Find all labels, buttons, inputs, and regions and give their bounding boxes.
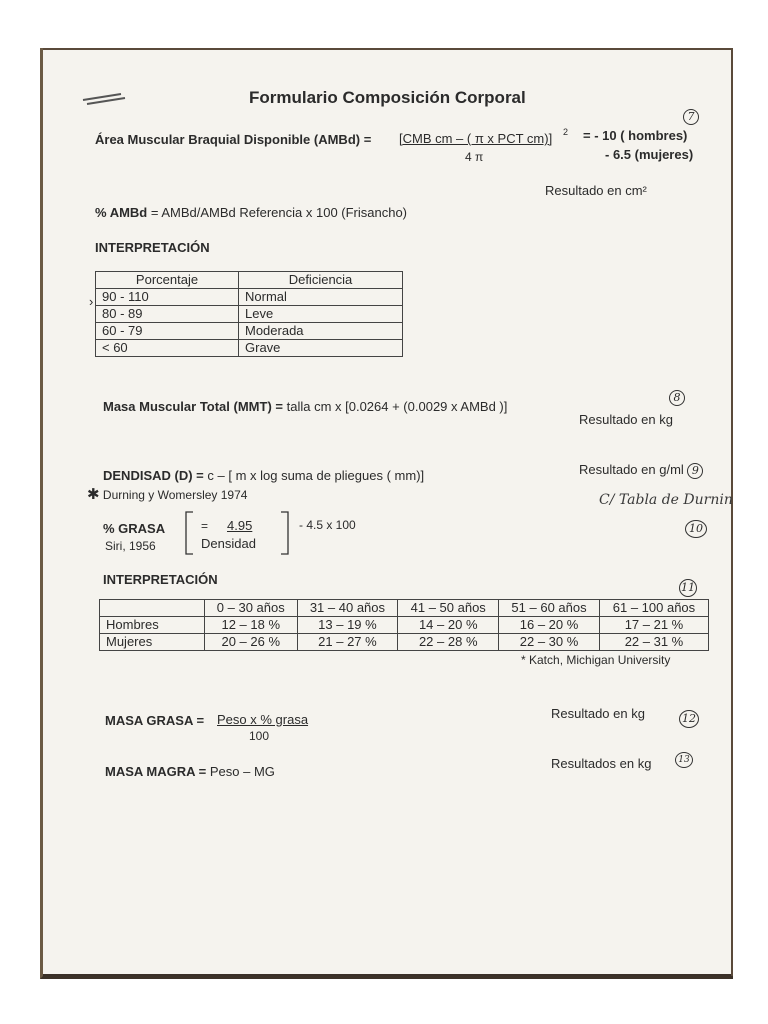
- pct-amb-formula: = AMBd/AMBd Referencia x 100 (Frisancho): [150, 205, 408, 220]
- table-cell: < 60: [96, 340, 239, 357]
- table-header: Deficiencia: [239, 272, 403, 289]
- lean-mass-formula: Peso – MG: [209, 764, 275, 779]
- table-row: [96, 272, 403, 289]
- table-cell: 16 – 20 %: [499, 617, 600, 634]
- table-row: [96, 289, 403, 306]
- note-circle-13: 13: [675, 752, 693, 768]
- table-header: [100, 600, 205, 617]
- table-row: [100, 634, 709, 651]
- table-cell: Hombres: [100, 617, 205, 634]
- fat-mass-denominator: 100: [249, 729, 270, 743]
- density-source: Durning y Womersley 1974: [102, 488, 248, 502]
- hand-note-durnin: C/ Tabla de Durnin: [599, 492, 733, 508]
- pen-mark-icon: [81, 86, 127, 110]
- fat-rest: - 4.5 x 100: [299, 518, 356, 532]
- amb-men: = - 10 ( hombres): [583, 128, 688, 143]
- note-circle-7: 7: [683, 109, 699, 125]
- hand-mark: ›: [89, 294, 94, 309]
- star-icon: ✱: [87, 486, 100, 503]
- table-cell: 14 – 20 %: [398, 617, 499, 634]
- table-row: [100, 600, 709, 617]
- document-page: [40, 48, 733, 979]
- lean-mass-line: [105, 764, 275, 779]
- deficiency-table: [95, 271, 403, 357]
- fat-eq: =: [201, 519, 209, 533]
- density-line: [103, 468, 424, 483]
- density-source-line: [87, 485, 247, 503]
- table-header: Porcentaje: [96, 272, 239, 289]
- mmt-line: [103, 399, 507, 414]
- table-row: [100, 617, 709, 634]
- table-cell: 90 - 110: [96, 289, 239, 306]
- table-header: 41 – 50 años: [398, 600, 499, 617]
- table-cell: 21 – 27 %: [297, 634, 398, 651]
- amb-exponent: 2: [563, 127, 569, 137]
- table-row: [96, 306, 403, 323]
- note-circle-10: 10: [685, 520, 707, 538]
- table-cell: 22 – 31 %: [599, 634, 708, 651]
- table-cell: Leve: [239, 306, 403, 323]
- table-cell: 22 – 30 %: [499, 634, 600, 651]
- fat-interpretation-table: [99, 599, 709, 651]
- mmt-result: Resultado en kg: [579, 412, 673, 427]
- lean-mass-label: MASA MAGRA =: [105, 764, 207, 779]
- left-bracket-icon: [183, 510, 195, 556]
- table-cell: 20 – 26 %: [205, 634, 298, 651]
- table-cell: 13 – 19 %: [297, 617, 398, 634]
- table-header: 51 – 60 años: [499, 600, 600, 617]
- note-circle-11: 11: [679, 579, 697, 597]
- table-cell: Normal: [239, 289, 403, 306]
- fat-numerator: 4.95: [227, 518, 253, 533]
- right-bracket-icon: [279, 510, 291, 556]
- page-title: Formulario Composición Corporal: [249, 88, 526, 107]
- amb-women: - 6.5 (mujeres): [605, 147, 694, 162]
- table-header: 0 – 30 años: [205, 600, 298, 617]
- table-cell: 60 - 79: [96, 323, 239, 340]
- table-cell: 12 – 18 %: [205, 617, 298, 634]
- table-row: [96, 340, 403, 357]
- note-circle-12: 12: [679, 710, 699, 728]
- amb-label: Área Muscular Braquial Disponible (AMBd) =: [95, 132, 372, 147]
- note-circle-8: 8: [669, 390, 685, 406]
- fat-mass-result: Resultado en kg: [551, 706, 645, 721]
- fat-mass-numerator: Peso x % grasa: [217, 712, 309, 727]
- table-cell: Grave: [239, 340, 403, 357]
- mmt-label: Masa Muscular Total (MMT) =: [103, 399, 283, 414]
- amb-denominator: 4 π: [465, 150, 484, 164]
- table-cell: 80 - 89: [96, 306, 239, 323]
- interp2-heading: INTERPRETACIÓN: [103, 572, 218, 587]
- pct-amb-line: [95, 205, 407, 220]
- mmt-formula: talla cm x [0.0264 + (0.0029 x AMBd )]: [286, 399, 508, 414]
- pct-amb-label: % AMBd: [95, 205, 148, 220]
- note-circle-9: 9: [687, 463, 703, 479]
- interp2-source: * Katch, Michigan University: [521, 653, 671, 667]
- table-header: 61 – 100 años: [599, 600, 708, 617]
- density-result: [579, 462, 703, 479]
- interp1-heading: INTERPRETACIÓN: [95, 240, 210, 255]
- table-cell: 17 – 21 %: [599, 617, 708, 634]
- table-row: [96, 323, 403, 340]
- fat-mass-label: MASA GRASA =: [105, 713, 205, 728]
- table-cell: Mujeres: [100, 634, 205, 651]
- density-label: DENDISAD (D) =: [103, 468, 204, 483]
- fat-label: % GRASA: [103, 521, 166, 536]
- density-formula: c – [ m x log suma de pliegues ( mm)]: [207, 468, 425, 483]
- amb-numerator: [CMB cm – ( π x PCT cm)]: [399, 131, 553, 146]
- fat-denominator: Densidad: [201, 536, 256, 551]
- density-result-text: Resultado en g/ml: [579, 462, 684, 477]
- table-cell: Moderada: [239, 323, 403, 340]
- table-cell: 22 – 28 %: [398, 634, 499, 651]
- amb-result: Resultado en cm²: [545, 183, 647, 198]
- table-header: 31 – 40 años: [297, 600, 398, 617]
- fat-source: Siri, 1956: [105, 539, 156, 553]
- lean-mass-result: Resultados en kg: [551, 756, 652, 771]
